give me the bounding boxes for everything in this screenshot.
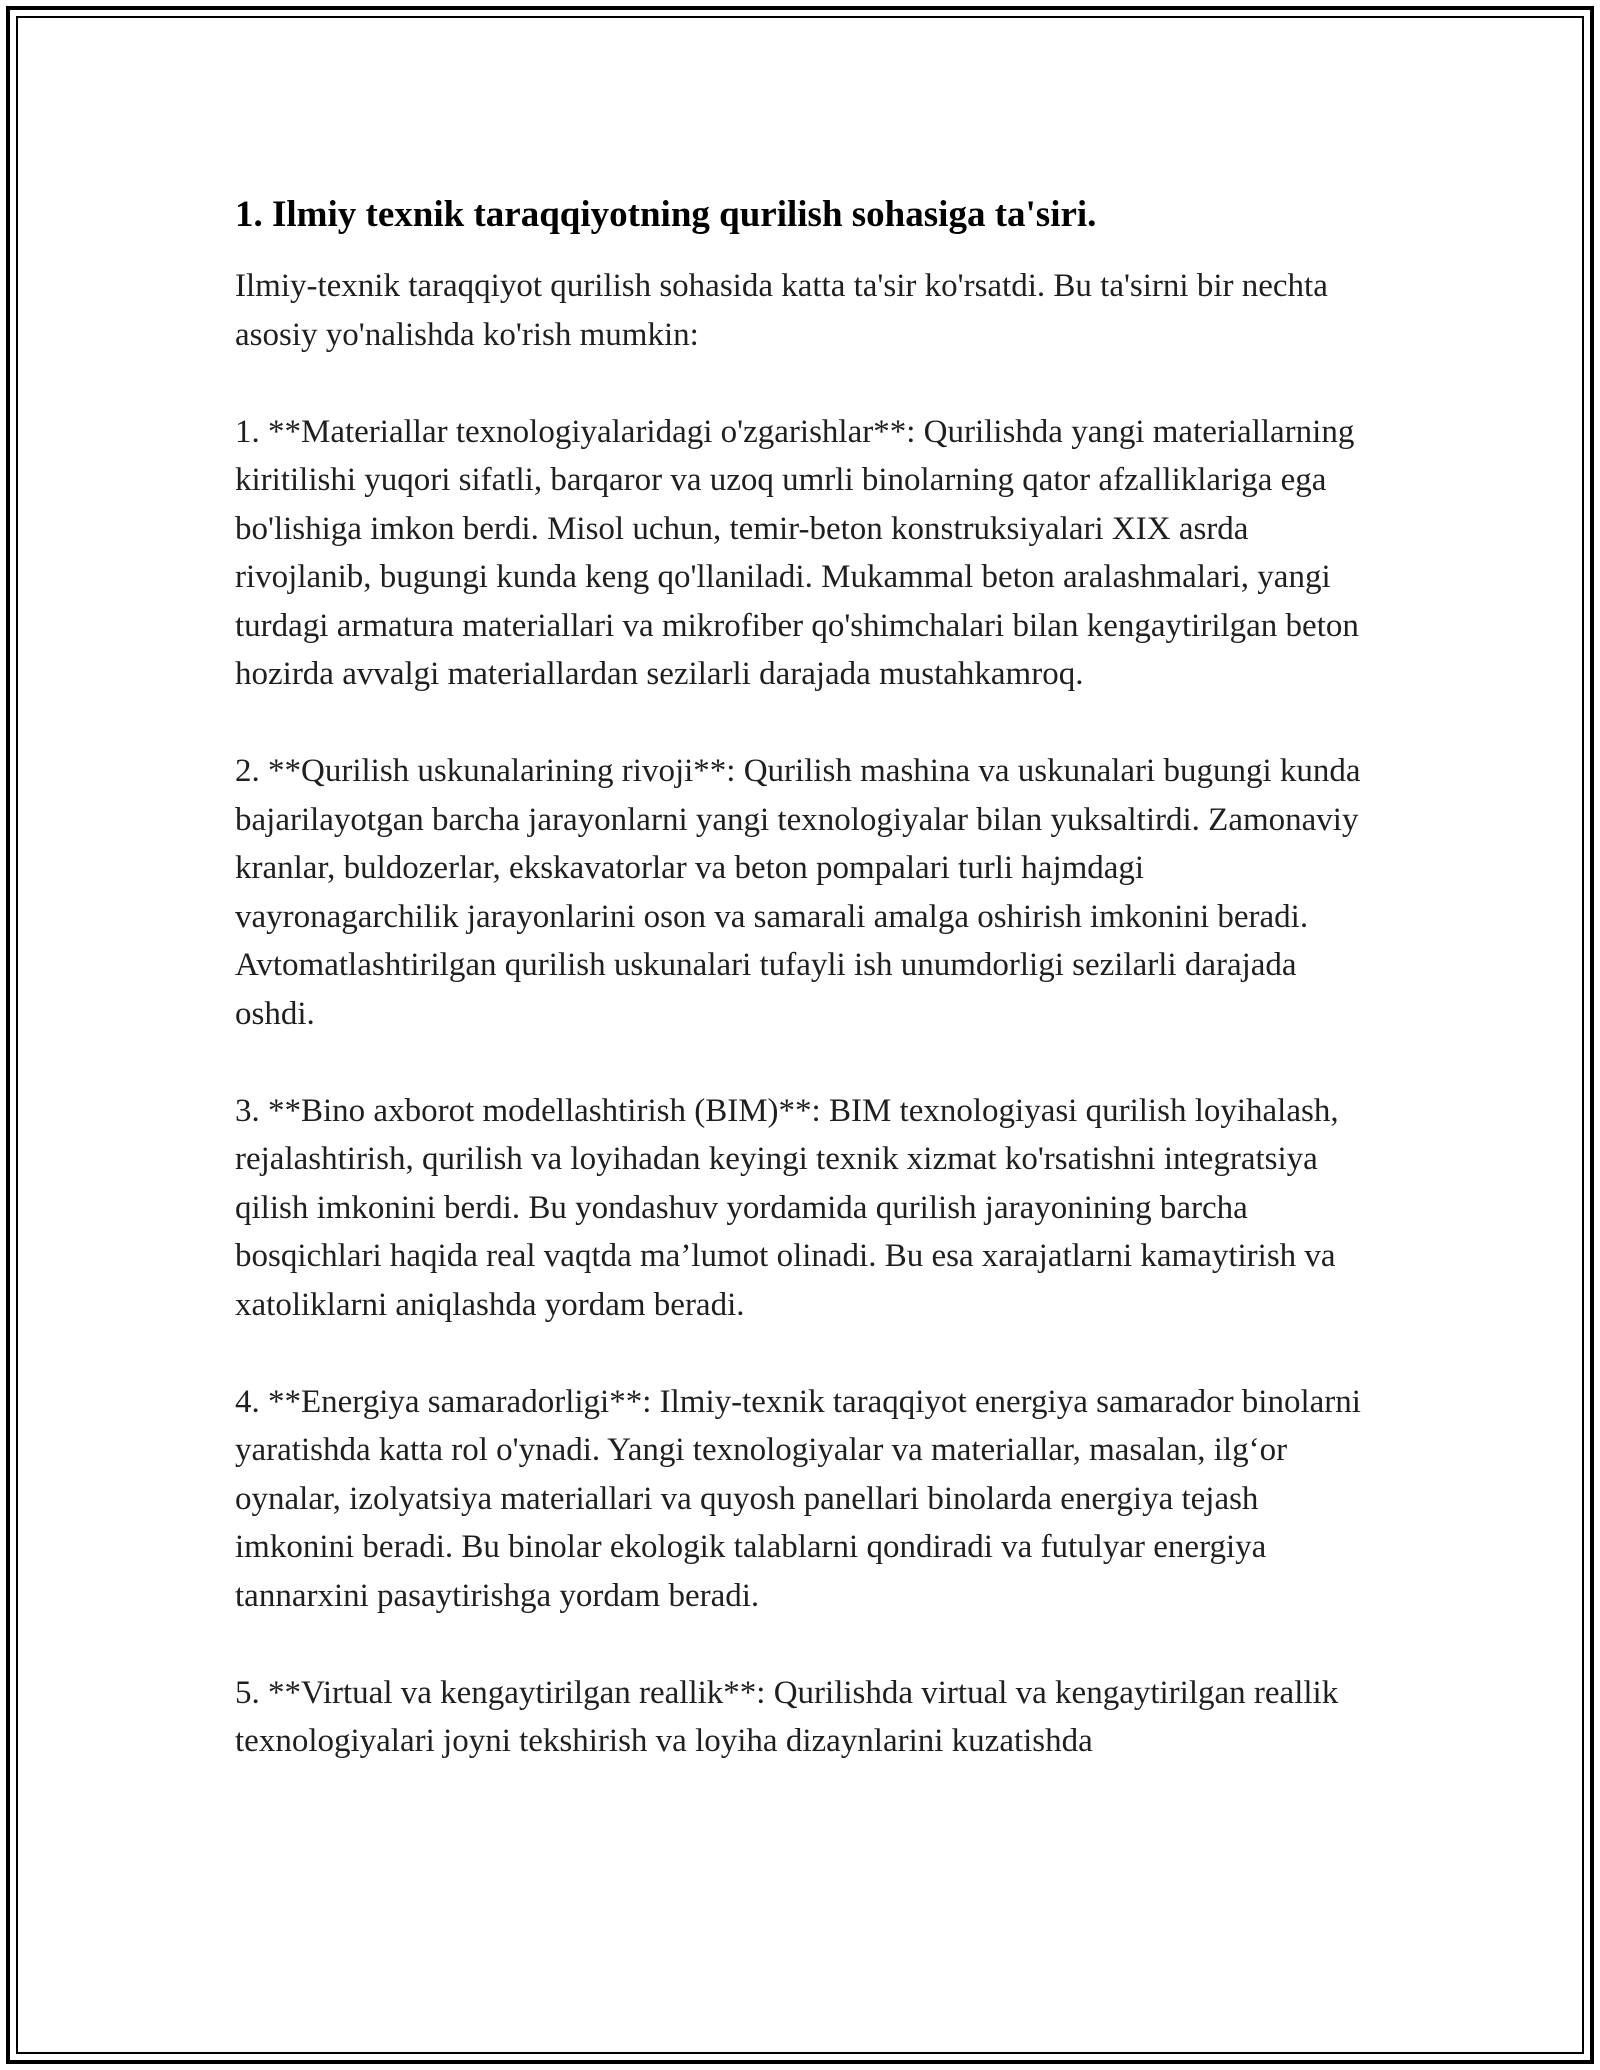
list-item: 5. **Virtual va kengaytirilgan reallik**: Qurilishda virtual va kengaytirilgan reallik texnologiyalari joyni tekshirish va loyiha dizaynlarini kuzatishda — [235, 1674, 1339, 1759]
document-title: 1. Ilmiy texnik taraqqiyotning qurilish sohasiga ta'siri. — [235, 194, 1097, 235]
list-item: 4. **Energiya samaradorligi**: Ilmiy-texnik taraqqiyot energiya samarador binolarni yaratishda katta rol o'ynadi. Yangi texnologiyalar va materiallar, masalan, ilg‘or oynalar, izolyatsiya materiallari va quyosh panellari binolarda energiya tejash imkonini beradi. Bu binolar ekologik talablarni qondiradi va futulyar energiya tannarxini pasaytirishga yordam beradi. — [235, 1383, 1361, 1614]
list-item: 1. **Materiallar texnologiyalaridagi o'zgarishlar**: Qurilishda yangi materiallarning kiritilishi yuqori sifatli, barqaror va uzoq umrli binolarning qator afzalliklariga ega bo'lishiga imkon berdi. Misol uchun, temir-beton konstruksiyalari XIX asrda rivojlanib, bugungi kunda keng qo'llaniladi. Mukammal beton aralashmalari, yangi turdagi armatura materiallari va mikrofiber qo'shimchalari bilan kengaytirilgan beton hozirda avvalgi materiallardan sezilarli darajada mustahkamroq. — [235, 413, 1359, 692]
list-item: 3. **Bino axborot modellashtirish (BIM)**: BIM texnologiyasi qurilish loyihalash, rejalashtirish, qurilish va loyihadan keyingi texnik xizmat ko'rsatishni integratsiya qilish imkonini berdi. Bu yondashuv yordamida qurilish jarayonining barcha bosqichlari haqida real vaqtda ma’lumot olinadi. Bu esa xarajatlarni kamaytirish va xatoliklarni aniqlashda yordam beradi. — [235, 1092, 1339, 1323]
list-item: 2. **Qurilish uskunalarining rivoji**: Qurilish mashina va uskunalari bugungi kunda bajarilayotgan barcha jarayonlarni yangi texnologiyalar bilan yuksaltirdi. Zamonaviy kranlar, buldozerlar, ekskavatorlar va beton pompalari turli hajmdagi vayronagarchilik jarayonlarini oson va samarali amalga oshirish imkonini beradi. Avtomatlashtirilgan qurilish uskunalari tufayli ish unumdorligi sezilarli darajada oshdi. — [235, 753, 1361, 1032]
document-body — [235, 190, 1370, 1766]
intro-paragraph: Ilmiy-texnik taraqqiyot qurilish sohasida katta ta'sir ko'rsatdi. Bu ta'sirni bir nechta asosiy yo'nalishda ko'rish mumkin: — [235, 268, 1328, 353]
